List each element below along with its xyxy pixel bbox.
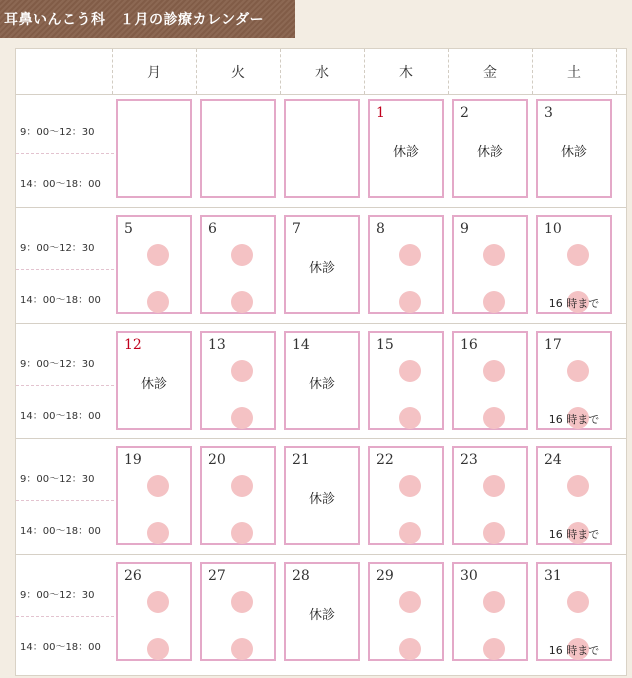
row-divider (16, 554, 626, 555)
day-cell[interactable] (536, 331, 612, 430)
open-am-dot (483, 244, 505, 266)
day-number: 5 (124, 221, 133, 237)
open-pm-dot (231, 407, 253, 429)
slot-divider (16, 385, 114, 386)
open-pm-dot (147, 638, 169, 660)
open-pm-dot (399, 638, 421, 660)
day-number: 27 (208, 568, 226, 584)
slot-divider (16, 153, 114, 154)
weekday-header (16, 49, 626, 95)
open-am-dot (147, 475, 169, 497)
open-am-dot (231, 244, 253, 266)
slot-divider (16, 500, 114, 501)
header-divider (448, 49, 449, 94)
time-label-am: 9：00～12：30 (20, 590, 95, 601)
day-cell[interactable] (536, 562, 612, 661)
header-divider (616, 49, 617, 94)
day-cell[interactable] (536, 446, 612, 545)
week-row-3 (16, 327, 626, 442)
day-number: 28 (292, 568, 310, 584)
day-cell[interactable] (284, 215, 360, 314)
time-label-pm: 14：00～18：00 (20, 642, 101, 653)
open-pm-dot (147, 522, 169, 544)
day-cell[interactable] (452, 331, 528, 430)
day-cell[interactable] (368, 99, 444, 198)
closed-label: 休診 (308, 377, 335, 392)
closes-at-16-label: 16 時まで (548, 413, 600, 426)
header-divider (112, 49, 113, 94)
header-divider (532, 49, 533, 94)
open-am-dot (567, 244, 589, 266)
row-divider (16, 207, 626, 208)
time-label-am: 9：00～12：30 (20, 127, 95, 138)
open-pm-dot (483, 291, 505, 313)
day-cell[interactable] (368, 446, 444, 545)
day-cell[interactable] (452, 446, 528, 545)
day-number: 29 (376, 568, 394, 584)
day-cell[interactable] (536, 215, 612, 314)
day-cell[interactable] (536, 99, 612, 198)
week-row-5 (16, 558, 626, 673)
header-divider (280, 49, 281, 94)
closed-label: 休診 (140, 377, 167, 392)
open-am-dot (231, 591, 253, 613)
day-number: 26 (124, 568, 142, 584)
open-pm-dot (399, 407, 421, 429)
open-am-dot (147, 244, 169, 266)
weekday-3: 水 (315, 64, 329, 81)
row-divider (16, 438, 626, 439)
day-number: 22 (376, 452, 394, 468)
open-pm-dot (483, 638, 505, 660)
day-number: 21 (292, 452, 310, 468)
time-label-pm: 14：00～18：00 (20, 411, 101, 422)
header-divider (364, 49, 365, 94)
slot-divider (16, 616, 114, 617)
header-divider (196, 49, 197, 94)
open-am-dot (483, 591, 505, 613)
day-cell[interactable] (284, 331, 360, 430)
open-pm-dot (231, 522, 253, 544)
day-cell[interactable] (116, 562, 192, 661)
day-number: 2 (460, 105, 469, 121)
day-number: 31 (544, 568, 562, 584)
day-number: 20 (208, 452, 226, 468)
day-cell[interactable] (200, 99, 276, 198)
open-am-dot (567, 475, 589, 497)
time-label-am: 9：00～12：30 (20, 243, 95, 254)
open-am-dot (231, 475, 253, 497)
week-row-1 (16, 95, 626, 210)
open-pm-dot (399, 291, 421, 313)
day-number: 8 (376, 221, 385, 237)
open-am-dot (399, 244, 421, 266)
day-cell[interactable] (200, 446, 276, 545)
open-am-dot (231, 360, 253, 382)
open-am-dot (399, 475, 421, 497)
day-number: 23 (460, 452, 478, 468)
open-am-dot (399, 360, 421, 382)
day-number: 10 (544, 221, 562, 237)
day-number: 1 (376, 105, 385, 121)
open-pm-dot (231, 291, 253, 313)
day-cell[interactable] (452, 562, 528, 661)
day-number: 17 (544, 337, 562, 353)
day-number: 12 (124, 337, 142, 353)
closed-label: 休診 (308, 608, 335, 623)
day-cell[interactable] (200, 215, 276, 314)
calendar-frame (15, 48, 627, 676)
day-number: 9 (460, 221, 469, 237)
day-cell[interactable] (452, 99, 528, 198)
day-cell[interactable] (368, 331, 444, 430)
day-cell[interactable] (368, 215, 444, 314)
closed-label: 休診 (308, 492, 335, 507)
open-am-dot (567, 360, 589, 382)
day-number: 6 (208, 221, 217, 237)
day-number: 30 (460, 568, 478, 584)
open-pm-dot (483, 407, 505, 429)
open-am-dot (483, 475, 505, 497)
page-title: 耳鼻いんこう科 １月の診療カレンダー (0, 0, 295, 38)
day-cell[interactable] (284, 446, 360, 545)
weekday-4: 木 (399, 64, 413, 81)
weekday-5: 金 (483, 64, 497, 81)
closes-at-16-label: 16 時まで (548, 297, 600, 310)
closed-label: 休診 (392, 145, 419, 160)
time-label-pm: 14：00～18：00 (20, 179, 101, 190)
slot-divider (16, 269, 114, 270)
open-am-dot (567, 591, 589, 613)
day-number: 15 (376, 337, 394, 353)
day-cell[interactable] (452, 215, 528, 314)
open-am-dot (147, 591, 169, 613)
day-number: 19 (124, 452, 142, 468)
row-divider (16, 323, 626, 324)
day-cell[interactable] (284, 562, 360, 661)
day-cell[interactable] (200, 562, 276, 661)
day-cell[interactable] (200, 331, 276, 430)
day-number: 16 (460, 337, 478, 353)
week-row-2 (16, 211, 626, 326)
day-cell[interactable] (368, 562, 444, 661)
day-cell[interactable] (116, 99, 192, 198)
open-pm-dot (231, 638, 253, 660)
open-pm-dot (483, 522, 505, 544)
time-label-pm: 14：00～18：00 (20, 295, 101, 306)
closed-label: 休診 (476, 145, 503, 160)
time-label-am: 9：00～12：30 (20, 359, 95, 370)
open-pm-dot (147, 291, 169, 313)
time-label-am: 9：00～12：30 (20, 474, 95, 485)
open-pm-dot (399, 522, 421, 544)
day-number: 7 (292, 221, 301, 237)
closes-at-16-label: 16 時まで (548, 528, 600, 541)
time-label-pm: 14：00～18：00 (20, 526, 101, 537)
open-am-dot (483, 360, 505, 382)
closes-at-16-label: 16 時まで (548, 644, 600, 657)
day-cell[interactable] (116, 446, 192, 545)
weekday-1: 月 (147, 64, 161, 81)
day-number: 14 (292, 337, 310, 353)
day-number: 24 (544, 452, 562, 468)
weekday-6: 土 (567, 64, 581, 81)
closed-label: 休診 (560, 145, 587, 160)
week-row-4 (16, 442, 626, 557)
day-number: 3 (544, 105, 553, 121)
day-cell[interactable] (116, 331, 192, 430)
day-number: 13 (208, 337, 226, 353)
open-am-dot (399, 591, 421, 613)
day-cell[interactable] (116, 215, 192, 314)
weekday-2: 火 (231, 64, 245, 81)
day-cell[interactable] (284, 99, 360, 198)
closed-label: 休診 (308, 261, 335, 276)
